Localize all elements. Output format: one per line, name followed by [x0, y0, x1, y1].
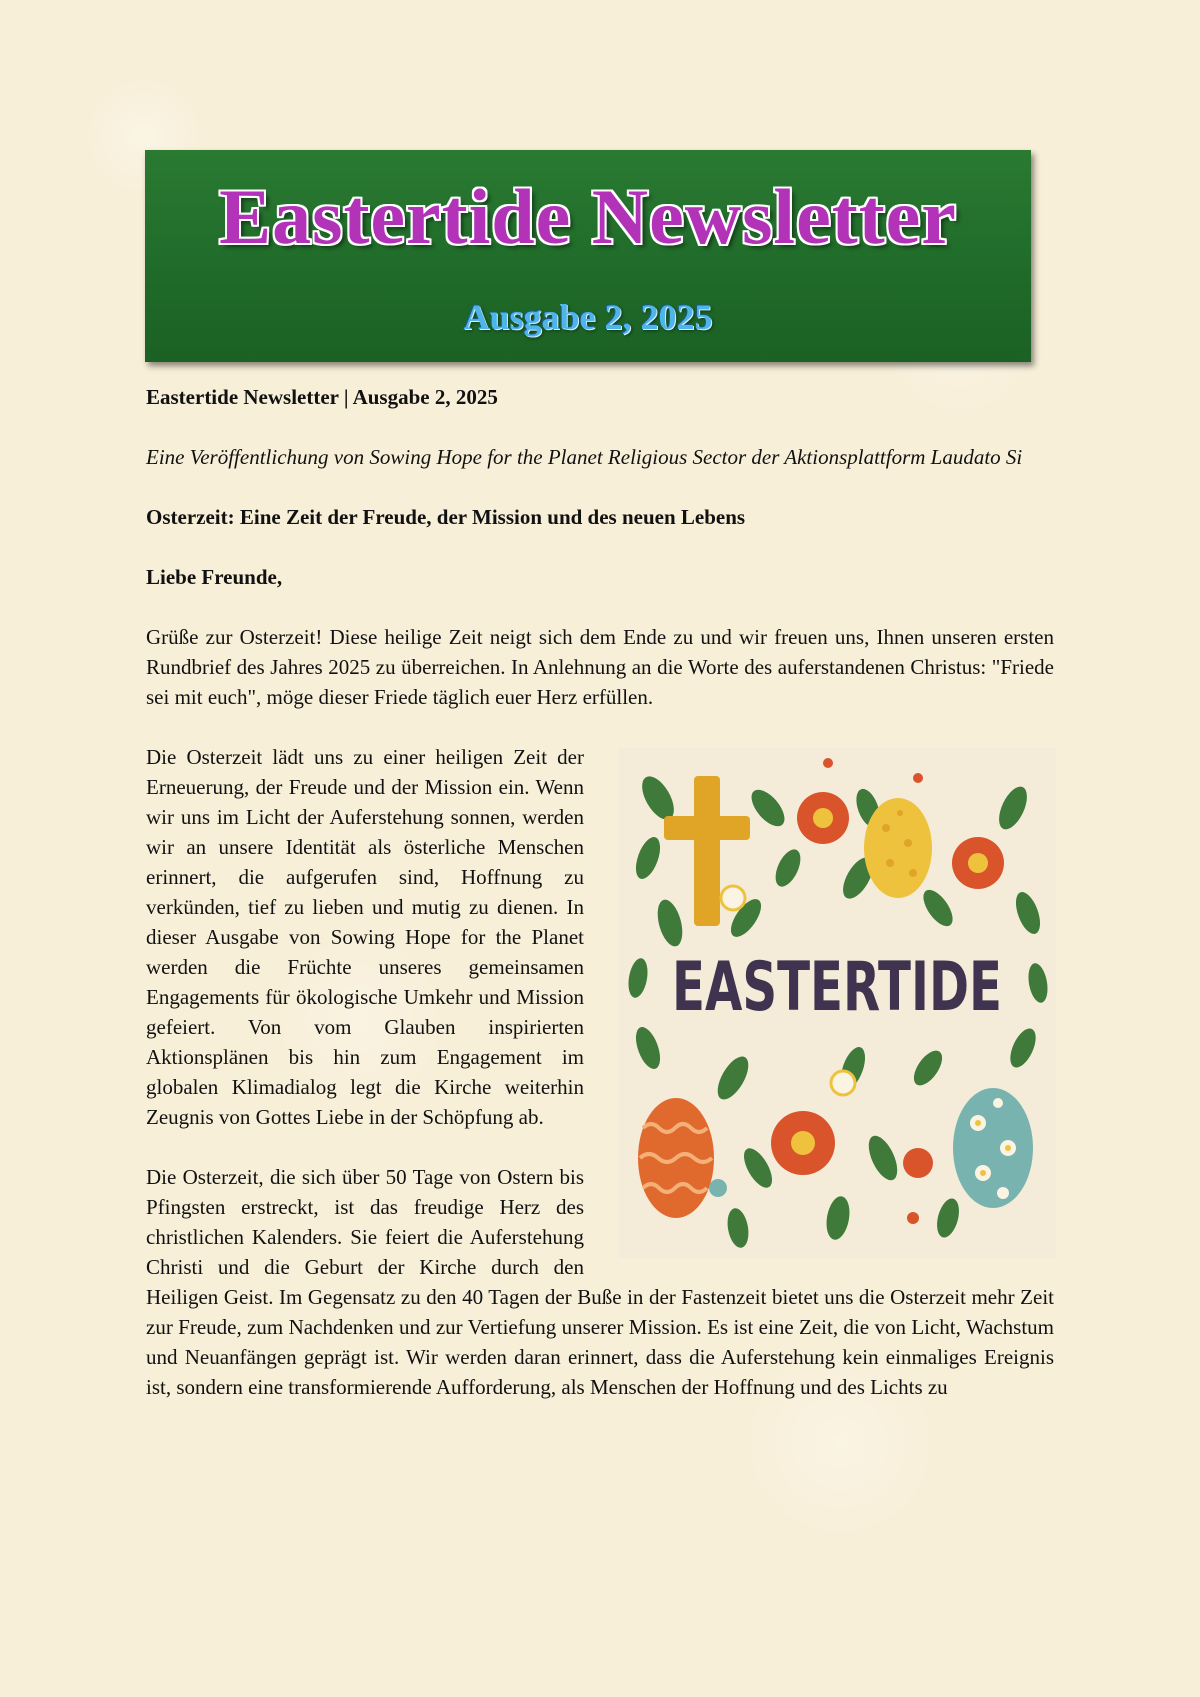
- header-line: Eastertide Newsletter | Ausgabe 2, 2025: [146, 385, 498, 409]
- eastertide-illustration: [618, 748, 1056, 1258]
- salutation: Liebe Freunde,: [146, 565, 283, 589]
- paragraph-2: Die Osterzeit lädt uns zu einer heiligen Zeit der Erneuerung, der Freude und der Mission ein. Wenn wir uns im Licht der Auferstehung sonnen, werden wir an unsere Identität als österliche Menschen erinnert, die aufgerufen sind, Hoffnung zu verkünden, tief zu lieben und mutig zu dienen. In dieser Ausgabe von Sowing Hope for the Planet werden die Früchte unseres gemeinsamen Engagements für ökologische Umkehr und Mission gefeiert. Von vom Glauben inspirierten Aktionsplänen bis hin zum Engagement im globalen Klimadialog legt die Kirche weiterhin Zeugnis von Gottes Liebe in der Schöpfung ab.: [146, 745, 584, 1129]
- newsletter-banner: [145, 150, 1031, 362]
- illustration-word: EASTERTIDE: [672, 948, 1002, 1027]
- paragraph-3: Die Osterzeit, die sich über 50 Tage von Ostern bis Pfingsten erstreckt, ist das freudige Herz des christlichen Kalenders. Sie feiert die Auferstehung Christi und die Geburt der Kirche durch den Heiligen Geist. Im Gegensatz zu den 40 Tagen der Buße in der Fastenzeit bietet uns die Osterzeit mehr Zeit zur Freude, zum Nachdenken und zur Vertiefung unserer Mission. Es ist eine Zeit, die von Licht, Wachstum und Neuanfängen geprägt ist. Wir werden daran erinnert, dass die Auferstehung kein einmaliges Ereignis ist, sondern eine transformierende Aufforderung, als Menschen der Hoffnung und des Lichts zu: [146, 1165, 1054, 1399]
- banner-title: Eastertide Newsletter: [219, 173, 957, 260]
- banner-issue: Ausgabe 2, 2025: [463, 297, 713, 337]
- newsletter-body: [146, 382, 1054, 1402]
- eastertide-illustration-svg: [618, 748, 1056, 1258]
- publisher-line: Eine Veröffentlichung von Sowing Hope for the Planet Religious Sector der Aktionsplattform Laudato Si: [146, 445, 1023, 469]
- section-title: Osterzeit: Eine Zeit der Freude, der Mission und des neuen Lebens: [146, 505, 746, 529]
- paragraph-1: Grüße zur Osterzeit! Diese heilige Zeit neigt sich dem Ende zu und wir freuen uns, Ihnen unseren ersten Rundbrief des Jahres 2025 zu überreichen. In Anlehnung an die Worte des auferstandenen Christus: "Friede sei mit euch", möge dieser Friede täglich euer Herz erfüllen.: [146, 625, 1054, 709]
